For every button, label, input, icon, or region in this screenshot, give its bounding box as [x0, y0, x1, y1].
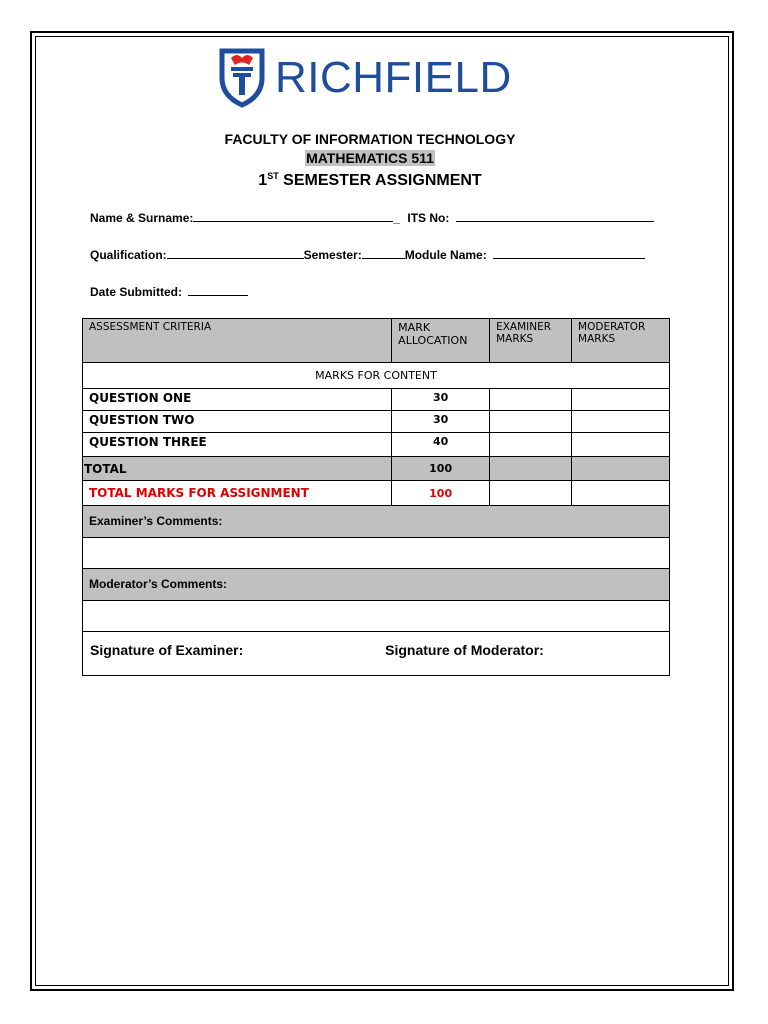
name-field-end: _ — [393, 211, 404, 225]
signature-cell — [83, 632, 670, 676]
name-its-row — [90, 209, 654, 225]
question-three-marks: 40 — [392, 433, 490, 457]
table-row — [83, 433, 670, 457]
qualification-row — [90, 246, 645, 262]
semester-text: SEMESTER ASSIGNMENT — [278, 172, 482, 189]
moderator-comments-header — [83, 569, 670, 601]
question-two-moderator-cell[interactable] — [572, 411, 670, 433]
moderator-comments-field[interactable] — [83, 601, 670, 632]
semester-field[interactable] — [362, 246, 405, 259]
examiner-comments-header — [83, 506, 670, 538]
header-allocation: MARK ALLOCATION — [392, 319, 490, 363]
semester-superscript: ST — [267, 171, 279, 181]
examiner-comments-label: Examiner’s Comments: — [83, 506, 670, 538]
its-field[interactable] — [456, 209, 654, 222]
name-field[interactable] — [193, 209, 393, 222]
torch-shield-icon — [219, 48, 265, 108]
module-name-label: Module Name: — [404, 248, 487, 262]
examiner-comments-row — [83, 538, 670, 569]
question-one-marks: 30 — [392, 389, 490, 411]
date-field[interactable] — [188, 283, 248, 296]
moderator-comments-row — [83, 601, 670, 632]
total-row — [83, 457, 670, 481]
header-examiner: EXAMINER MARKS — [490, 319, 572, 363]
total-moderator-cell[interactable] — [572, 457, 670, 481]
question-two-label: QUESTION TWO — [83, 411, 392, 433]
richfield-logo — [219, 44, 512, 112]
question-one-moderator-cell[interactable] — [572, 389, 670, 411]
assignment-total-label: TOTAL MARKS FOR ASSIGNMENT — [83, 481, 392, 506]
date-label: Date Submitted: — [90, 285, 183, 299]
question-one-examiner-cell[interactable] — [490, 389, 572, 411]
its-label: ITS No: — [407, 211, 450, 225]
header-moderator: MODERATOR MARKS — [572, 319, 670, 363]
table-row — [83, 389, 670, 411]
date-row — [90, 283, 248, 299]
logo-wordmark: RICHFIELD — [275, 53, 512, 102]
question-three-label: QUESTION THREE — [83, 433, 392, 457]
signature-row — [83, 632, 670, 676]
table-row — [83, 411, 670, 433]
semester-title — [0, 171, 740, 190]
module-name-field[interactable] — [493, 246, 645, 259]
signature-examiner-label: Signature of Examiner: — [90, 642, 244, 658]
section-row — [83, 363, 670, 389]
module-title-wrap — [0, 150, 740, 166]
total-value: 100 — [392, 457, 490, 481]
question-one-label: QUESTION ONE — [83, 389, 392, 411]
table-header-row — [83, 319, 670, 363]
name-label: Name & Surname: — [90, 211, 194, 225]
signature-moderator-label: Signature of Moderator: — [385, 642, 544, 658]
section-title: MARKS FOR CONTENT — [83, 363, 670, 389]
question-two-examiner-cell[interactable] — [490, 411, 572, 433]
faculty-title: FACULTY OF INFORMATION TECHNOLOGY — [224, 131, 516, 147]
question-three-examiner-cell[interactable] — [490, 433, 572, 457]
assessment-table — [82, 318, 670, 676]
assignment-total-examiner-cell[interactable] — [490, 481, 572, 506]
semester-label: Semester: — [303, 248, 362, 262]
total-examiner-cell[interactable] — [490, 457, 572, 481]
question-three-moderator-cell[interactable] — [572, 433, 670, 457]
module-title: MATHEMATICS 511 — [306, 150, 434, 166]
assignment-total-value: 100 — [392, 481, 490, 506]
total-label: TOTAL — [83, 457, 392, 481]
examiner-comments-field[interactable] — [83, 538, 670, 569]
assignment-total-row — [83, 481, 670, 506]
question-two-marks: 30 — [392, 411, 490, 433]
header-criteria: ASSESSMENT CRITERIA — [83, 319, 392, 363]
moderator-comments-label: Moderator’s Comments: — [83, 569, 670, 601]
qualification-field[interactable] — [167, 246, 304, 259]
semester-number: 1 — [258, 172, 268, 189]
qualification-label: Qualification: — [90, 248, 167, 262]
assignment-total-moderator-cell[interactable] — [572, 481, 670, 506]
